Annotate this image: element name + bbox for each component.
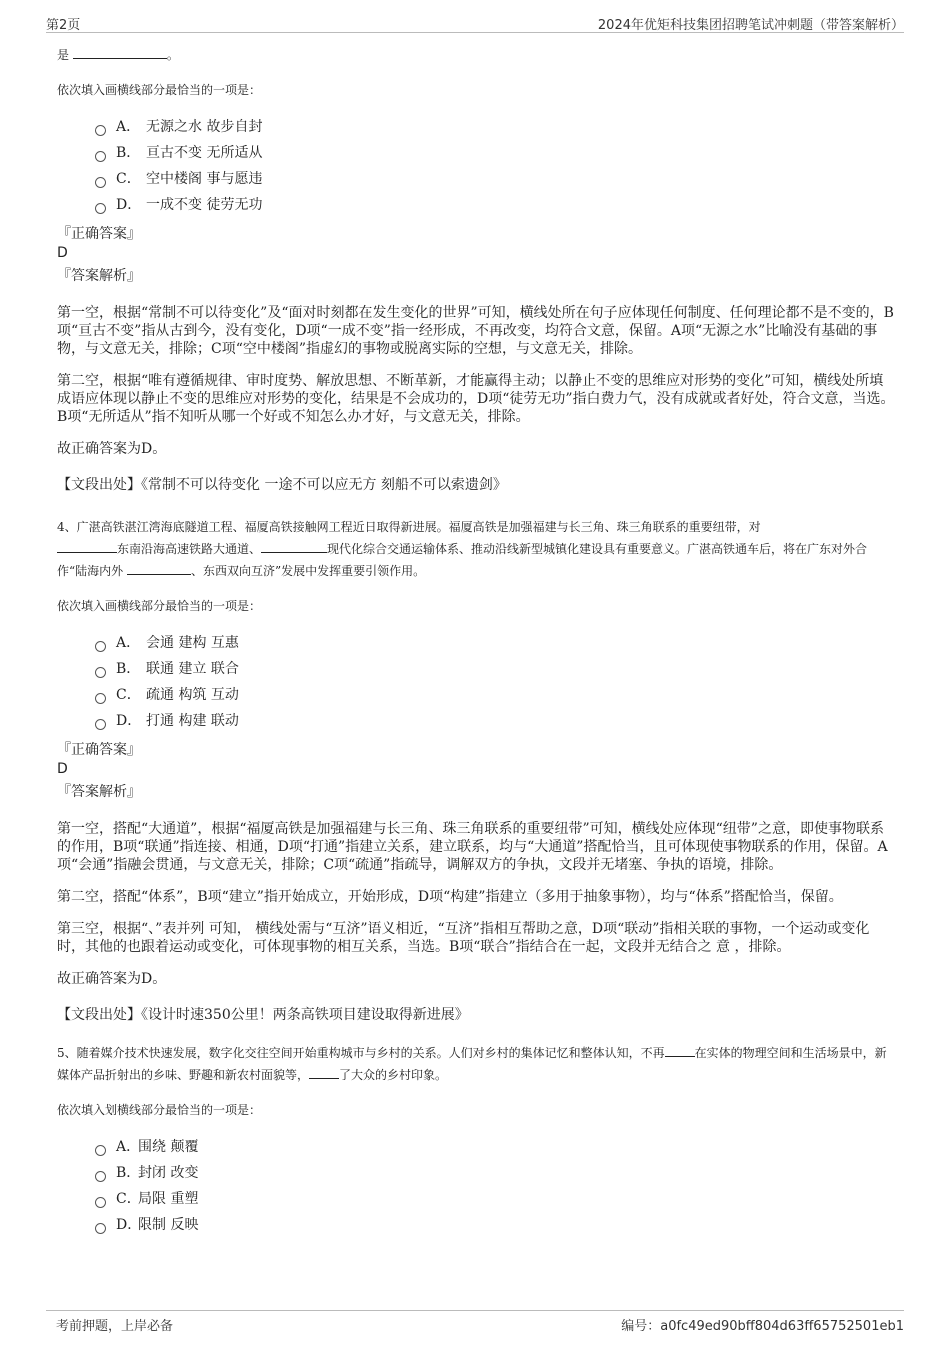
radio-icon[interactable] [95, 1145, 106, 1156]
question-3-stem-tail: 是 。 [57, 44, 895, 66]
analysis-conclusion: 故正确答案为D。 [57, 971, 167, 987]
document-id: 编号：a0fc49ed90bff804d63ff65752501eb1 [621, 1319, 904, 1334]
option-c[interactable]: C． 疏通 构筑 互动 [95, 682, 895, 708]
analysis-paragraph: 第一空，搭配“大通道”，根据“福厦高铁是加强福建与长三角、珠三角联系的重要纽带”可知，横线处应体现“纽带”之意，即使事物联系的作用，B项“联通”指连接、相通，D项“打通”指建立关系，建立联系，均与“大通道”搭配恰当，且可体现使事物联系的作用，保留。A项“会通”指融会贯通，与文意无关，排除；C项“疏通”指疏导，调解双方的争执，文段并无堵塞、争执的语境，排除。 [57, 821, 888, 873]
fill-blank [261, 538, 327, 553]
radio-icon[interactable] [95, 203, 106, 214]
page-header [46, 12, 904, 33]
radio-icon[interactable] [95, 719, 106, 730]
question-4-options [95, 630, 895, 734]
page-number: 第2页 [46, 18, 81, 33]
question-5-options [95, 1134, 895, 1238]
analysis-paragraph: 第二空，搭配“体系”，B项“建立”指开始成立，开始形成，D项“构建”指建立（多用于抽象事物），均与“体系”搭配恰当，保留。 [57, 889, 843, 905]
option-d[interactable]: D． 打通 构建 联动 [95, 708, 895, 734]
option-b[interactable]: B． 亘古不变 无所适从 [95, 140, 895, 166]
analysis-paragraph: 第二空，根据“唯有遵循规律、审时度势、解放思想、不断革新，才能赢得主动；以静止不变的思维应对形势的变化”可知，横线处所填成语应体现以静止不变的思维应对形势的变化，结果是不会成功的，D项“徒劳无功”指白费力气，没有成就或者好处，符合文意，当选。B项“无所适从”指不知听从哪一个好或不知怎么办才好，与文意无关，排除。 [57, 373, 895, 425]
correct-answer: D [57, 761, 68, 777]
source-citation: 【文段出处】《设计时速350公里！两条高铁项目建设取得新进展》 [57, 1007, 469, 1023]
question-5-stem: 5、随着媒介技术快速发展，数字化交往空间开始重构城市与乡村的关系。人们对乡村的集体记忆和整体认知，不再 在实体的物理空间和生活场景中，新媒体产品折射出的乡味、野趣和新农村面貌等， 了大众的乡村印象。 [57, 1042, 895, 1086]
radio-icon[interactable] [95, 667, 106, 678]
source-citation: 【文段出处】《常制不可以待变化 一途不可以应无方 刻船不可以索遗剑》 [57, 477, 507, 493]
radio-icon[interactable] [95, 1171, 106, 1182]
radio-icon[interactable] [95, 641, 106, 652]
question-4-stem: 4、广湛高铁湛江湾海底隧道工程、福厦高铁接触网工程近日取得新进展。福厦高铁是加强福建与长三角、珠三角联系的重要纽带，对 东南沿海高速铁路大通道、 现代化综合交通运输体系、推动沿线新型城镇化建设具有重要意义。广湛高铁通车后，将在广东对外合作“陆海内外 、东西双向互济”发展中发挥重要引领作用。 [57, 520, 868, 578]
option-a[interactable]: A． 围绕 颠覆 [95, 1134, 895, 1160]
analysis-paragraph: 第三空，根据“、”表并列 可知， 横线处需与“互济”语义相近，“互济”指相互帮助之意，D项“联动”指相关联的事物，一个运动或变化时，其他的也跟着运动或变化，可体现事物的相互关系，当选。B项“联合”指结合在一起，文段并无结合之 意 ，排除。 [57, 921, 870, 955]
radio-icon[interactable] [95, 151, 106, 162]
option-a[interactable]: A． 会通 建构 互惠 [95, 630, 895, 656]
option-d[interactable]: D． 一成不变 徒劳无功 [95, 192, 895, 218]
option-d[interactable]: D． 限制 反映 [95, 1212, 895, 1238]
correct-answer: D [57, 245, 68, 261]
option-c[interactable]: C． 空中楼阁 事与愿违 [95, 166, 895, 192]
correct-answer-label: 『正确答案』 [57, 742, 141, 758]
analysis-label: 『答案解析』 [57, 268, 141, 284]
analysis-paragraph: 第一空，根据“常制不可以待变化”及“面对时刻都在发生变化的世界”可知，横线处所在句子应体现任何制度、任何理论都不是不变的，B项“亘古不变”指从古到今，没有变化，D项“一成不变”指一经形成，不再改变，均符合文意，保留。A项“无源之水”比喻没有基础的事物，与文意无关，排除；C项“空中楼阁”指虚幻的事物或脱离实际的空想，与文意无关，排除。 [57, 305, 894, 357]
fill-blank [57, 538, 117, 553]
correct-answer-label: 『正确答案』 [57, 226, 141, 242]
radio-icon[interactable] [95, 1197, 106, 1208]
analysis-label: 『答案解析』 [57, 784, 141, 800]
radio-icon[interactable] [95, 125, 106, 136]
footer-slogan: 考前押题，上岸必备 [56, 1319, 174, 1334]
fill-blank [309, 1064, 339, 1079]
radio-icon[interactable] [95, 177, 106, 188]
question-3-prompt: 依次填入画横线部分最恰当的一项是： [57, 83, 262, 97]
question-3-options [95, 114, 895, 218]
question-4-prompt: 依次填入画横线部分最恰当的一项是： [57, 599, 262, 613]
fill-blank [127, 560, 191, 575]
fill-blank [73, 44, 167, 59]
page-footer [46, 1310, 904, 1334]
question-5-prompt: 依次填入划横线部分最恰当的一项是： [57, 1103, 262, 1117]
option-a[interactable]: A． 无源之水 故步自封 [95, 114, 895, 140]
radio-icon[interactable] [95, 1223, 106, 1234]
option-b[interactable]: B． 联通 建立 联合 [95, 656, 895, 682]
option-c[interactable]: C． 局限 重塑 [95, 1186, 895, 1212]
fill-blank [665, 1042, 695, 1057]
option-b[interactable]: B． 封闭 改变 [95, 1160, 895, 1186]
document-title: 2024年优矩科技集团招聘笔试冲刺题（带答案解析） [597, 18, 904, 33]
analysis-conclusion: 故正确答案为D。 [57, 441, 167, 457]
radio-icon[interactable] [95, 693, 106, 704]
page-content [57, 44, 895, 1238]
